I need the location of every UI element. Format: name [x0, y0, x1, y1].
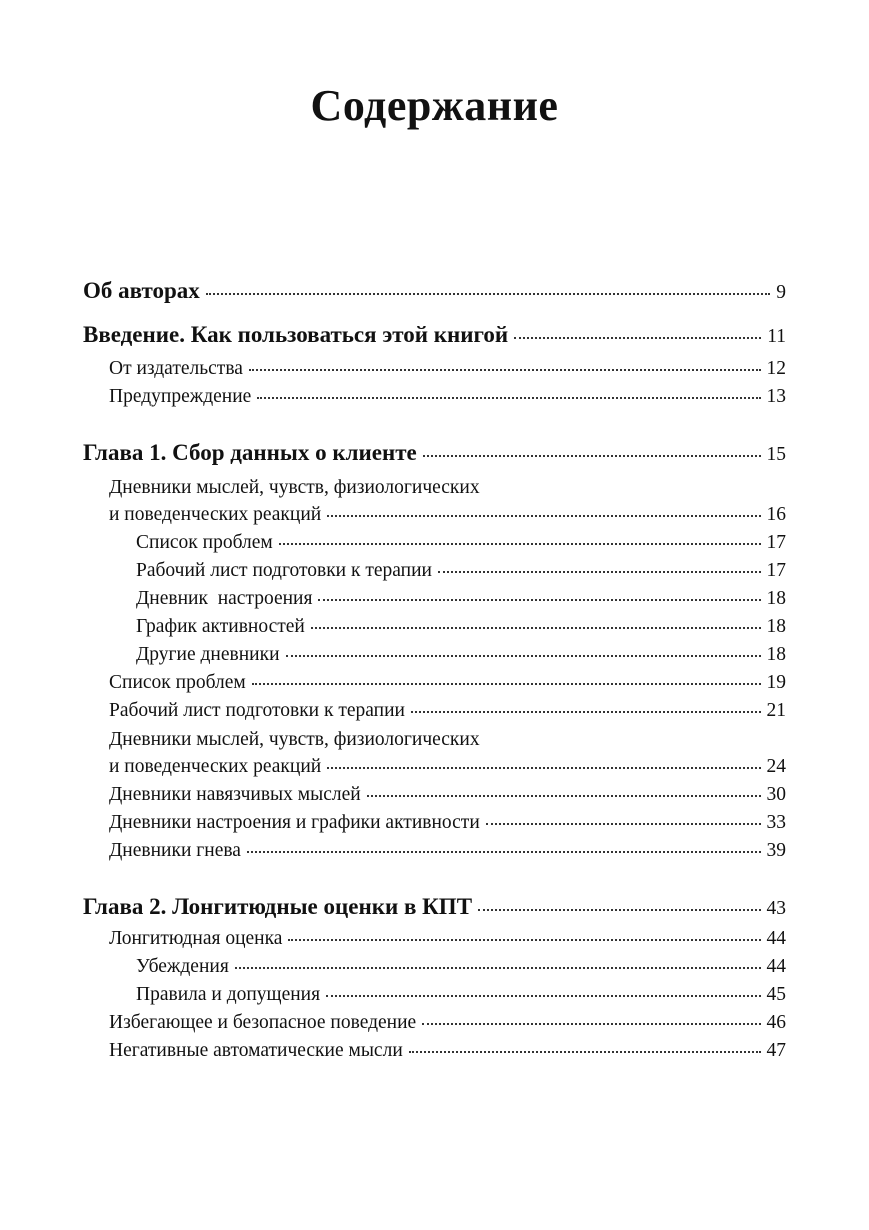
toc-page-number: 18: [766, 644, 786, 665]
toc-entry-title: Дневники настроения и графики активности: [109, 812, 480, 833]
toc-page-number: 47: [766, 1040, 786, 1061]
dot-leader: [257, 397, 760, 399]
toc-entry-title: Лонгитюдная оценка: [109, 928, 283, 949]
toc-entry[interactable]: [136, 560, 786, 586]
toc-page-number: 30: [766, 784, 786, 805]
toc-entry[interactable]: [83, 894, 786, 924]
toc-page-number: 44: [766, 928, 786, 949]
dot-leader: [486, 823, 761, 825]
dot-leader: [327, 515, 760, 517]
toc-entry[interactable]: [136, 532, 786, 558]
dot-leader: [422, 1023, 760, 1025]
toc-entry[interactable]: [83, 440, 786, 470]
toc-page-number: 45: [766, 984, 786, 1005]
toc-page-number: 39: [766, 840, 786, 861]
toc-entry[interactable]: [109, 504, 786, 530]
toc-entry-first-line: Дневники мыслей, чувств, физиологических: [109, 477, 480, 498]
toc-entry[interactable]: [136, 984, 786, 1010]
toc-page-number: 17: [766, 560, 786, 581]
toc-entry-title: Рабочий лист подготовки к терапии: [109, 700, 405, 721]
toc-entry-title: Дневники гнева: [109, 840, 241, 861]
dot-leader: [279, 543, 761, 545]
toc-entry-title: График активностей: [136, 616, 305, 637]
dot-leader: [311, 627, 761, 629]
dot-leader: [235, 967, 761, 969]
toc-entry-title: Дневники навязчивых мыслей: [109, 784, 361, 805]
toc-entry[interactable]: [109, 812, 786, 838]
toc-entry-title: Рабочий лист подготовки к терапии: [136, 560, 432, 581]
toc-page-number: 43: [766, 898, 786, 919]
toc-entry[interactable]: [109, 840, 786, 866]
toc-page-number: 12: [766, 358, 786, 379]
dot-leader: [411, 711, 761, 713]
dot-leader: [286, 655, 761, 657]
toc-entry-title: и поведенческих реакций: [109, 504, 322, 525]
dot-leader: [423, 455, 761, 457]
toc-entry[interactable]: [136, 644, 786, 670]
toc-page-number: 9: [776, 282, 786, 303]
toc-entry[interactable]: [83, 322, 786, 352]
toc-page-number: 24: [766, 756, 786, 777]
toc-entry[interactable]: [109, 756, 786, 782]
dot-leader: [206, 293, 770, 295]
dot-leader: [249, 369, 761, 371]
toc-entry[interactable]: [83, 278, 786, 308]
toc-entry[interactable]: [109, 1012, 786, 1038]
toc-entry-title: Список проблем: [109, 672, 246, 693]
dot-leader: [326, 995, 760, 997]
toc-entry[interactable]: [109, 386, 786, 412]
toc-page-number: 17: [766, 532, 786, 553]
toc-entry[interactable]: [109, 358, 786, 384]
toc-entry-title: Негативные автоматические мысли: [109, 1040, 403, 1061]
toc-entry-title: Введение. Как пользоваться этой книгой: [83, 322, 509, 347]
dot-leader: [288, 939, 760, 941]
toc-entry-title: Предупреждение: [109, 386, 252, 407]
toc-entry[interactable]: [109, 784, 786, 810]
toc-entry[interactable]: [109, 1040, 786, 1066]
dot-leader: [327, 767, 760, 769]
toc-entry-title: Глава 1. Сбор данных о клиенте: [83, 440, 417, 465]
dot-leader: [367, 795, 761, 797]
dot-leader: [252, 683, 761, 685]
dot-leader: [514, 337, 761, 339]
dot-leader: [318, 599, 760, 601]
toc-entry-title: Правила и допущения: [136, 984, 321, 1005]
toc-entry[interactable]: [109, 928, 786, 954]
toc-entry[interactable]: [136, 956, 786, 982]
toc-entry[interactable]: [136, 616, 786, 642]
toc-page-number: 16: [766, 504, 786, 525]
toc-entry-title: Избегающее и безопасное поведение: [109, 1012, 417, 1033]
toc-entry-title: и поведенческих реакций: [109, 756, 322, 777]
toc-page-number: 21: [766, 700, 786, 721]
toc-entry-title: Убеждения: [136, 956, 229, 977]
page-title: Содержание: [310, 81, 559, 130]
toc-page-number: 15: [766, 444, 786, 465]
toc-entry[interactable]: [136, 588, 786, 614]
dot-leader: [438, 571, 761, 573]
toc-page-number: 19: [766, 672, 786, 693]
toc-entry-title: Об авторах: [83, 278, 200, 303]
dot-leader: [409, 1051, 761, 1053]
dot-leader: [247, 851, 761, 853]
toc-entry-title: Другие дневники: [136, 644, 280, 665]
toc-page-number: 33: [766, 812, 786, 833]
toc-page-number: 18: [766, 588, 786, 609]
toc-page-number: 44: [766, 956, 786, 977]
toc-entry[interactable]: [109, 672, 786, 698]
toc-page-number: 18: [766, 616, 786, 637]
toc-page-number: 46: [766, 1012, 786, 1033]
toc-page-number: 11: [767, 326, 786, 347]
toc-entry-first-line: Дневники мыслей, чувств, физиологических: [109, 729, 480, 750]
toc-entry[interactable]: [109, 700, 786, 726]
toc-page-number: 13: [766, 386, 786, 407]
toc-entry-title: Дневник настроения: [136, 588, 313, 609]
toc-entry-title: Глава 2. Лонгитюдные оценки в КПТ: [83, 894, 473, 919]
toc-entry-title: От издательства: [109, 358, 243, 379]
toc-entry-title: Список проблем: [136, 532, 273, 553]
dot-leader: [478, 909, 760, 911]
